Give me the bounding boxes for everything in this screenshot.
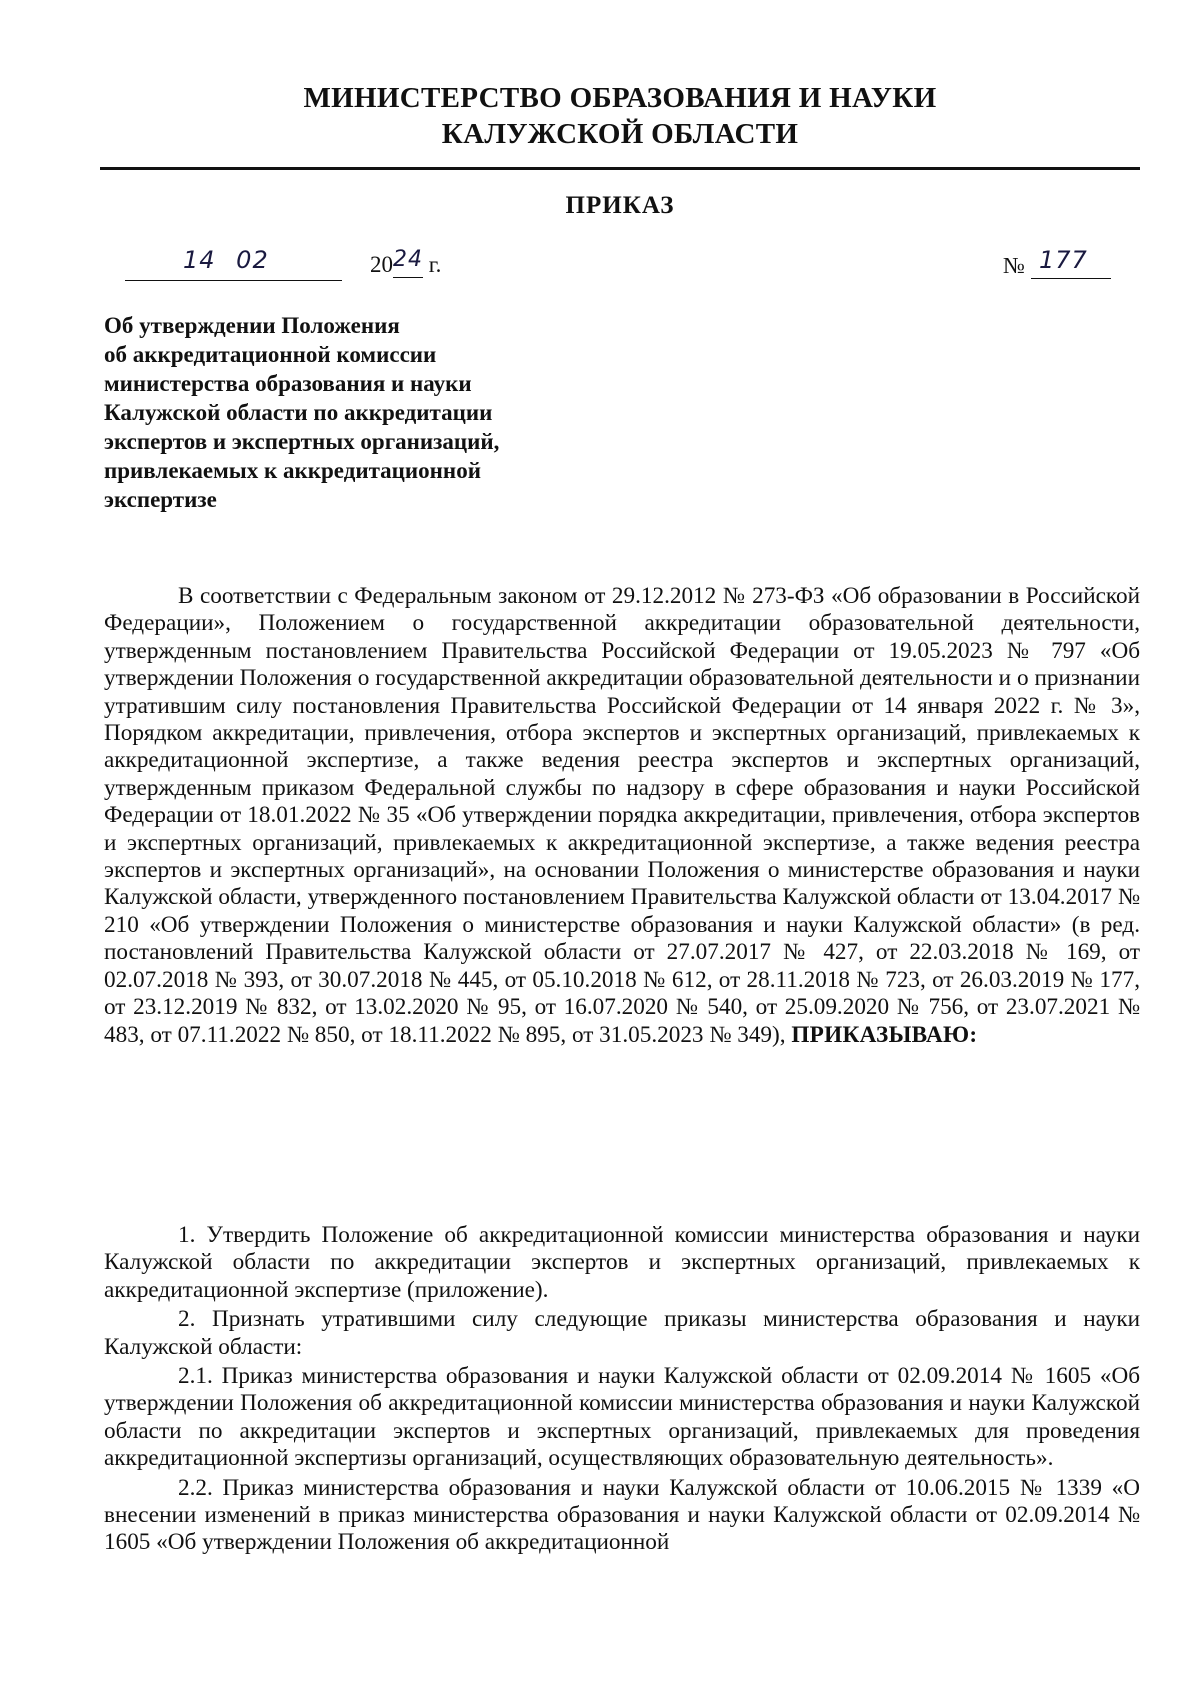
preamble-text: В соответствии с Федеральным законом от 29.12.2012 № 273-ФЗ «Об образовании в Российской Федерации», Положением о государственной аккредитации образовательной деятельности, утвержденным постановлением Правительства Российской Федерации от 19.05.2023 № 797 «Об утверждении Положения о государственной аккредитации образовательной деятельности и о признании утратившим силу постановления Правительства Российской Федерации от 14 января 2022 г. № 3», Порядком аккредитации, привлечения, отбора экспертов и экспертных организаций, привлекаемых к аккредитационной экспертизе, а также ведения реестра экспертов и экспертных организаций, утвержденным приказом Федеральной службы по надзору в сфере образования и науки Российской Федерации от 18.01.2022 № 35 «Об утверждении порядка аккредитации, привлечения, отбора экспертов и экспертных организаций, привлекаемых к аккредитационной экспертизе, а также ведения реестра экспертов и экспертных организаций», на основании Положения о министерстве образования и науки Калужской области, утвержденного постановлением Правительства Калужской области от 13.04.2017 № 210 «Об утверждении Положения о министерстве образования и науки Калужской области» (в ред. постановлений Правительства Калужской области от 27.07.2017 № 427, от 22.03.2018 № 169, от 02.07.2018 № 393, от 30.07.2018 № 445, от 05.10.2018 № 612, от 28.11.2018 № 723, от 26.03.2019 № 177, от 23.12.2019 № 832, от 13.02.2020 № 95, от 16.07.2020 № 540, от 25.09.2020 № 756, от 23.07.2021 № 483, от 07.11.2022 № 850, от 18.11.2022 № 895, от 31.05.2023 № 349), [104, 583, 1140, 1048]
number-sign: № [1003, 253, 1025, 278]
subject-line: экспертизе [104, 487, 217, 512]
subject-line: об аккредитационной комиссии [104, 342, 437, 367]
order-item: 1. Утвердить Положение об аккредитационной комиссии министерства образования и науки Калужской области по аккредитации экспертов и экспертных организаций, привлекаемых к аккредитационной экспертизе (приложение). [104, 1222, 1140, 1303]
ministry-name-line1: МИНИСТЕРСТВО ОБРАЗОВАНИЯ И НАУКИ [303, 82, 937, 114]
subject-line: экспертов и экспертных организаций, [104, 429, 500, 454]
subject-line: Калужской области по аккредитации [104, 400, 493, 425]
order-number [1003, 246, 1111, 279]
order-item: 2.2. Приказ министерства образования и науки Калужской области от 10.06.2015 № 1339 «О внесении изменений в приказ министерства образования и науки Калужской области от 02.09.2014 № 1605 «Об утверждении Положения об аккредитационной [104, 1474, 1140, 1556]
ministry-name-line2: КАЛУЖСКОЙ ОБЛАСТИ [441, 118, 799, 150]
year-prefix: 20 [370, 252, 393, 277]
header-divider [100, 167, 1140, 170]
date-blank [125, 248, 342, 281]
subject-line: Об утверждении Положения [104, 313, 400, 338]
preamble [104, 583, 1140, 1049]
ministry-header [100, 80, 1140, 152]
subject-line: привлекаемых к аккредитационной [104, 458, 481, 483]
order-subject [104, 311, 624, 514]
year-handwritten: 24 [393, 247, 423, 272]
document-type: ПРИКАЗ [565, 192, 675, 219]
year-blank [393, 247, 423, 278]
subject-line: министерства образования и науки [104, 371, 472, 396]
number-handwritten: 177 [1038, 246, 1088, 274]
order-item: 2. Признать утратившими силу следующие приказы министерства образования и науки Калужской области: [104, 1306, 1140, 1360]
number-blank [1031, 246, 1111, 279]
order-year [370, 247, 442, 278]
order-command: ПРИКАЗЫВАЮ: [791, 1021, 978, 1048]
order-items [104, 1222, 1140, 1559]
year-suffix: г. [423, 252, 442, 277]
order-item: 2.1. Приказ министерства образования и науки Калужской области от 02.09.2014 № 1605 «Об утверждении Положения об аккредитационной комиссии министерства образования и науки Калужской области по аккредитации экспертов и экспертных организаций, привлекаемых для проведения аккредитационной экспертизы организаций, осуществляющих образовательную деятельность». [104, 1363, 1140, 1472]
preamble-paragraph [104, 583, 1140, 1049]
date-handwritten: 14 02 [183, 246, 269, 274]
order-date [125, 248, 465, 288]
